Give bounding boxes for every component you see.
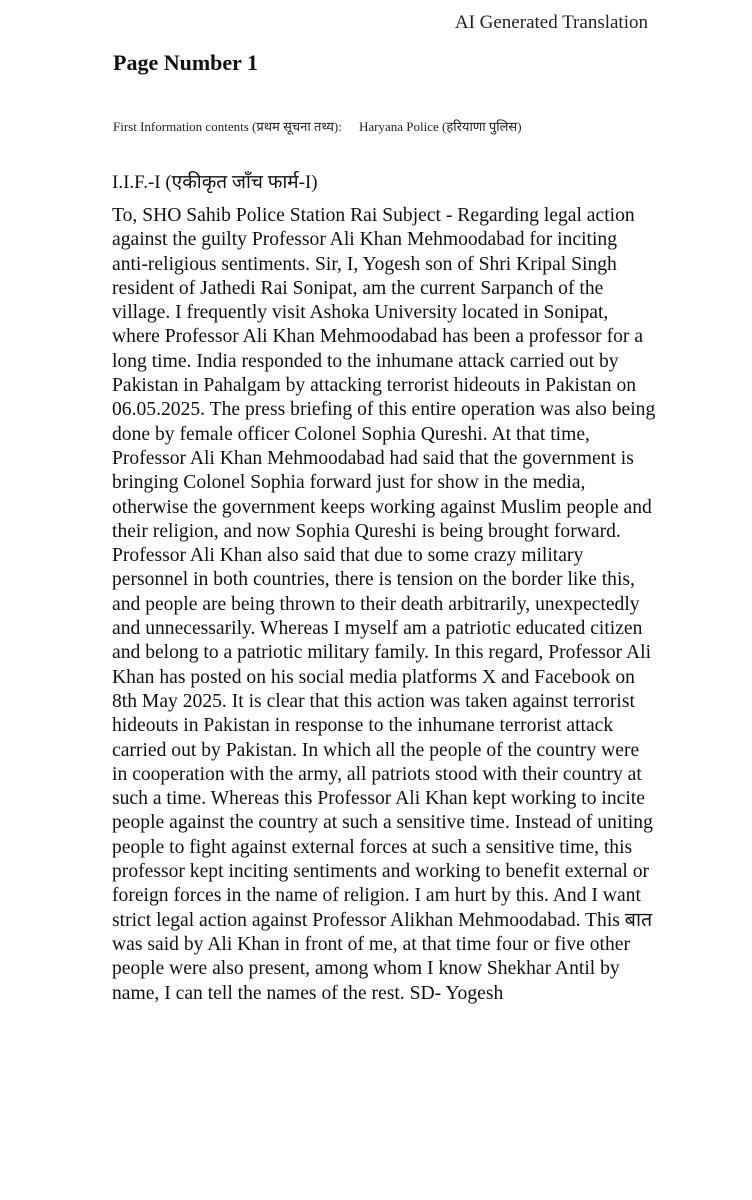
translation-note: AI Generated Translation — [454, 12, 648, 33]
police-department-label: Haryana Police (हरियाणा पुलिस) — [359, 119, 522, 134]
form-title: I.I.F.-I (एकीकृत जाँच फार्म-I) — [112, 172, 318, 193]
complaint-body-text: To, SHO Sahib Police Station Rai Subject - Regarding legal action against the guilty Professor Ali Khan Mehmoodabad for inciting anti-religious sentiments. Sir, I, Yogesh son of Shri Kripal Singh resident of Jathedi Rai Sonipat, am the current Sarpanch of the village. I frequently visit Ashoka University located in Sonipat, where Professor Ali Khan Mehmoodabad has been a professor for a long time. India responded to the inhumane attack carried out by Pakistan in Pahalgam by attacking terrorist hideouts in Pakistan on 06.05.2025. The press briefing of this entire operation was also being done by female officer Colonel Sophia Qureshi. At that time, Professor Ali Khan Mehmoodabad had said that the government is bringing Colonel Sophia forward just for show in the media, otherwise the government keeps working against Muslim people and their religion, and now Sophia Qureshi is being brought forward. Professor Ali Khan also said that due to some crazy military personnel in both countries, there is tension on the border like this, and people are being thrown to their death arbitrarily, unexpectedly and unnecessarily. Whereas I myself am a patriotic educated citizen and belong to a patriotic military family. In this regard, Professor Ali Khan has posted on his social media platforms X and Facebook on 8th May 2025. It is clear that this action was taken against terrorist hideouts in Pakistan in response to the inhumane terrorist attack carried out by Pakistan. In which all the people of the country were in cooperation with the army, all patriots stood with their country at such a time. Whereas this Professor Ali Khan kept working to incite people against the country at such a sensitive time. Instead of uniting people to fight against external forces at such a sensitive time, this professor kept inciting sentiments and working to benefit external or foreign forces in the name of religion. I am hurt by this. And I want strict legal action against Professor Alikhan Mehmoodabad. This बात was said by Ali Khan in front of me, at that time four or five other people were also present, among whom I know Shekhar Antil by name, I can tell the names of the rest. SD- Yogesh — [112, 205, 656, 1004]
first-information-label: First Information contents (प्रथम सूचना तथ्य): — [113, 119, 342, 134]
page-number-heading: Page Number 1 — [113, 50, 259, 75]
fir-meta-row — [113, 118, 633, 135]
